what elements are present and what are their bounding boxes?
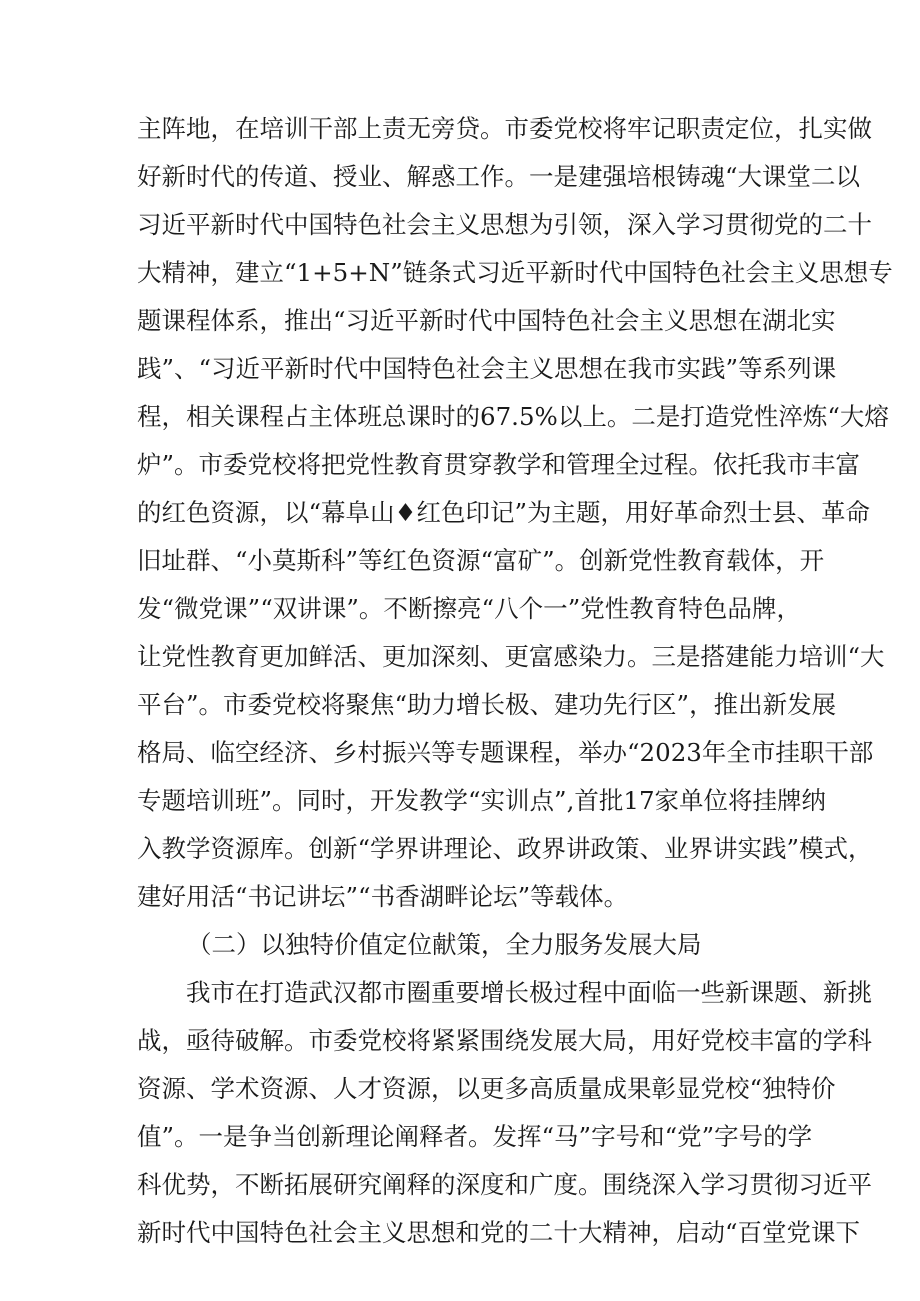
paragraph-line: 我市在打造武汉都市圈重要增长极过程中面临一些新课题、新挑 — [186, 978, 872, 1007]
paragraph-line: 大精神，建立“1+5+N”链条式习近平新时代中国特色社会主义思想专 — [137, 258, 893, 287]
paragraph-line: 践”、“习近平新时代中国特色社会主义思想在我市实践”等系列课 — [137, 354, 837, 383]
paragraph-line: 习近平新时代中国特色社会主义思想为引领，深入学习贯彻党的二十 — [137, 210, 872, 239]
paragraph-line: 好新时代的传道、授业、解惑工作。一是建强培根铸魂“大课堂二以 — [137, 162, 861, 191]
paragraph-line: 专题培训班”。同时，开发教学“实训点”,首批17家单位将挂牌纳 — [137, 786, 827, 815]
paragraph-line: 炉”。市委党校将把党性教育贯穿教学和管理全过程。依托我市丰富 — [137, 450, 861, 479]
paragraph-line: 值”。一是争当创新理论阐释者。发挥“马”字号和“党”字号的学 — [137, 1122, 813, 1151]
paragraph-line: 新时代中国特色社会主义思想和党的二十大精神，启动“百堂党课下 — [137, 1218, 861, 1247]
paragraph-line: 格局、临空经济、乡村振兴等专题课程，举办“2023年全市挂职干部 — [137, 738, 874, 767]
paragraph-line: 科优势，不断拓展研究阐释的深度和广度。围绕深入学习贯彻习近平 — [137, 1170, 872, 1199]
paragraph-line: 建好用活“书记讲坛”“书香湖畔论坛”等载体。 — [137, 882, 629, 911]
paragraph-line: 程，相关课程占主体班总课时的67.5%以上。二是打造党性淬炼“大熔 — [137, 402, 889, 431]
paragraph-line: 平台”。市委党校将聚焦“助力增长极、建功先行区”，推出新发展 — [137, 690, 837, 719]
section-heading: （二）以独特价值定位献策，全力服务发展大局 — [187, 930, 702, 959]
paragraph-line: 发“微党课”“双讲课”。不断擦亮“八个一”党性教育特色品牌， — [137, 594, 801, 623]
paragraph-line: 题课程体系，推出“习近平新时代中国特色社会主义思想在湖北实 — [137, 306, 836, 335]
paragraph-line: 入教学资源库。创新“学界讲理论、政界讲政策、业界讲实践”模式， — [137, 834, 873, 863]
paragraph-line: 让党性教育更加鲜活、更加深刻、更富感染力。三是搭建能力培训“大 — [137, 642, 885, 671]
paragraph-line: 战，亟待破解。市委党校将紧紧围绕发展大局，用好党校丰富的学科 — [137, 1026, 872, 1055]
paragraph-line: 资源、学术资源、人才资源，以更多高质量成果彰显党校“独特价 — [137, 1074, 836, 1103]
paragraph-line: 主阵地，在培训干部上责无旁贷。市委党校将牢记职责定位，扎实做 — [137, 114, 872, 143]
paragraph-line: 旧址群、“小莫斯科”等红色资源“富矿”。创新党性教育载体，开 — [137, 546, 825, 575]
paragraph-line: 的红色资源，以“幕阜山♦红色印记”为主题，用好革命烈士县、革命 — [137, 498, 871, 527]
